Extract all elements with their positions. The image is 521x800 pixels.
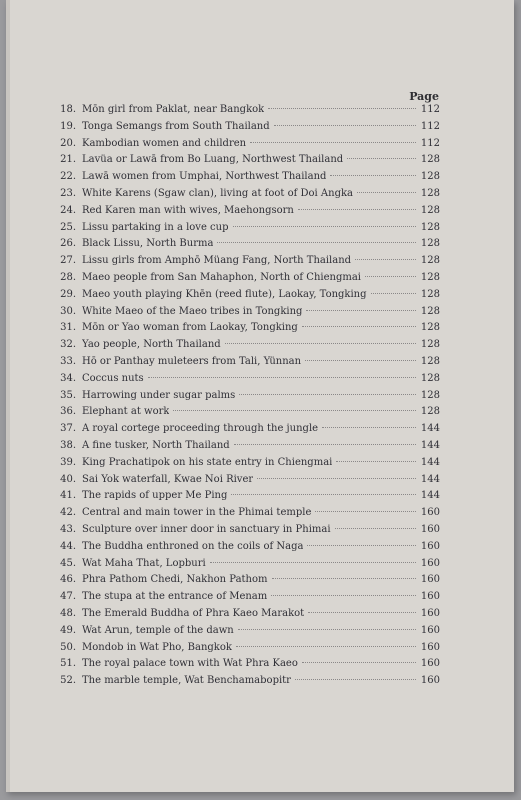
entry-title: Black Lissu, North Burma — [82, 238, 214, 250]
entry-number: 34. — [60, 372, 76, 384]
entry-number: 23. — [60, 187, 76, 199]
entry-number: 36. — [60, 406, 76, 418]
entry-title: Sai Yok waterfall, Kwae Noi River — [82, 473, 254, 485]
entry-number: 40. — [60, 473, 76, 485]
dot-leader — [271, 595, 416, 596]
entry-number: 52. — [60, 675, 76, 687]
entry-page-number: 144 — [420, 456, 440, 468]
dot-leader — [298, 209, 416, 210]
entry-page-number: 128 — [420, 221, 440, 233]
entry-page-number: 128 — [420, 406, 440, 418]
entry-number: 24. — [60, 204, 76, 216]
list-item — [58, 322, 440, 339]
book-page — [6, 0, 514, 792]
entry-number: 45. — [60, 557, 76, 569]
illustrations-list — [58, 104, 440, 692]
entry-page-number: 144 — [420, 490, 440, 502]
entry-page-number: 160 — [420, 641, 440, 653]
entry-number: 49. — [60, 624, 76, 636]
entry-page-number: 128 — [420, 255, 440, 267]
list-item — [58, 272, 440, 289]
dot-leader — [371, 293, 416, 294]
dot-leader — [233, 226, 417, 227]
entry-page-number: 160 — [420, 624, 440, 636]
entry-title: Harrowing under sugar palms — [82, 389, 236, 401]
entry-title: Hō or Panthay muleteers from Tali, Yünnan — [82, 355, 302, 367]
entry-page-number: 128 — [420, 171, 440, 183]
list-item — [58, 138, 440, 155]
entry-number: 33. — [60, 355, 76, 367]
entry-title: Maeo youth playing Khēn (reed flute), Laokay, Tongking — [82, 288, 367, 300]
entry-title: The marble temple, Wat Benchamabopitr — [82, 675, 291, 687]
list-item — [58, 205, 440, 222]
entry-page-number: 160 — [420, 523, 440, 535]
entry-page-number: 128 — [420, 372, 440, 384]
entry-number: 27. — [60, 255, 76, 267]
dot-leader — [355, 259, 416, 260]
list-item — [58, 171, 440, 188]
list-item — [58, 154, 440, 171]
list-item — [58, 642, 440, 659]
entry-page-number: 160 — [420, 540, 440, 552]
entry-page-number: 128 — [420, 389, 440, 401]
dot-leader — [347, 158, 416, 159]
list-item — [58, 356, 440, 373]
entry-number: 44. — [60, 540, 76, 552]
list-item — [58, 558, 440, 575]
list-item — [58, 474, 440, 491]
entry-number: 38. — [60, 439, 76, 451]
list-item — [58, 490, 440, 507]
entry-page-number: 128 — [420, 322, 440, 334]
entry-page-number: 160 — [420, 658, 440, 670]
entry-title: The stupa at the entrance of Menam — [82, 591, 268, 603]
entry-page-number: 128 — [420, 154, 440, 166]
entry-number: 42. — [60, 507, 76, 519]
entry-number: 30. — [60, 305, 76, 317]
entry-number: 28. — [60, 271, 76, 283]
entry-title: The royal palace town with Wat Phra Kaeo — [82, 658, 298, 670]
entry-title: White Maeo of the Maeo tribes in Tongking — [82, 305, 303, 317]
entry-page-number: 128 — [420, 204, 440, 216]
dot-leader — [250, 142, 416, 143]
page-binding-edge — [6, 0, 10, 792]
entry-page-number: 144 — [420, 439, 440, 451]
list-item — [58, 339, 440, 356]
dot-leader — [231, 494, 416, 495]
entry-title: Mōn or Yao woman from Laokay, Tongking — [82, 322, 298, 334]
dot-leader — [217, 242, 416, 243]
dot-leader — [335, 528, 416, 529]
dot-leader — [336, 461, 416, 462]
list-item — [58, 591, 440, 608]
list-item — [58, 574, 440, 591]
dot-leader — [302, 326, 416, 327]
entry-number: 26. — [60, 238, 76, 250]
dot-leader — [257, 478, 416, 479]
entry-page-number: 160 — [420, 557, 440, 569]
entry-title: Elephant at work — [82, 406, 170, 418]
page-column-header: Page — [409, 90, 439, 103]
entry-number: 18. — [60, 104, 76, 115]
entry-title: Mondob in Wat Pho, Bangkok — [82, 641, 232, 653]
dot-leader — [238, 629, 416, 630]
dot-leader — [308, 612, 416, 613]
entry-title: The Buddha enthroned on the coils of Naga — [82, 540, 304, 552]
list-item — [58, 675, 440, 692]
entry-page-number: 128 — [420, 288, 440, 300]
dot-leader — [306, 310, 416, 311]
entry-number: 21. — [60, 154, 76, 166]
entry-title: A royal cortege proceeding through the jungle — [82, 423, 319, 435]
entry-number: 48. — [60, 607, 76, 619]
dot-leader — [225, 343, 416, 344]
entry-page-number: 160 — [420, 675, 440, 687]
entry-title: Sculpture over inner door in sanctuary in Phimai — [82, 523, 331, 535]
dot-leader — [305, 360, 416, 361]
entry-page-number: 160 — [420, 591, 440, 603]
list-item — [58, 457, 440, 474]
entry-title: Maeo people from San Mahaphon, North of Chiengmai — [82, 271, 361, 283]
entry-title: Coccus nuts — [82, 372, 144, 384]
dot-leader — [268, 108, 416, 109]
entry-page-number: 112 — [420, 120, 440, 132]
list-item — [58, 658, 440, 675]
entry-title: The rapids of upper Me Ping — [82, 490, 228, 502]
list-item — [58, 373, 440, 390]
entry-page-number: 160 — [420, 507, 440, 519]
entry-title: Mōn girl from Paklat, near Bangkok — [82, 104, 265, 115]
entry-number: 35. — [60, 389, 76, 401]
list-item — [58, 222, 440, 239]
entry-number: 46. — [60, 574, 76, 586]
list-item — [58, 289, 440, 306]
list-item — [58, 507, 440, 524]
list-item — [58, 541, 440, 558]
entry-number: 22. — [60, 171, 76, 183]
entry-number: 32. — [60, 339, 76, 351]
list-item — [58, 104, 440, 121]
entry-title: Lissu girls from Amphō Müang Fang, North Thailand — [82, 255, 352, 267]
dot-leader — [234, 444, 416, 445]
entry-page-number: 128 — [420, 187, 440, 199]
list-item — [58, 255, 440, 272]
entry-page-number: 128 — [420, 339, 440, 351]
entry-number: 43. — [60, 523, 76, 535]
entry-title: Tonga Semangs from South Thailand — [82, 120, 270, 132]
entry-number: 20. — [60, 137, 76, 149]
list-item — [58, 121, 440, 138]
entry-title: Lawā women from Umphai, Northwest Thailand — [82, 171, 327, 183]
list-item — [58, 306, 440, 323]
entry-title: King Prachatipok on his state entry in Chiengmai — [82, 456, 333, 468]
dot-leader — [173, 410, 416, 411]
entry-page-number: 160 — [420, 607, 440, 619]
entry-title: Kambodian women and children — [82, 137, 247, 149]
entry-title: White Karens (Sgaw clan), living at foot of Doi Angka — [82, 187, 353, 199]
entry-number: 51. — [60, 658, 76, 670]
entry-title: Lissu partaking in a love cup — [82, 221, 229, 233]
dot-leader — [236, 646, 416, 647]
entry-page-number: 128 — [420, 271, 440, 283]
entry-title: The Emerald Buddha of Phra Kaeo Marakot — [82, 607, 305, 619]
list-item — [58, 390, 440, 407]
entry-number: 47. — [60, 591, 76, 603]
dot-leader — [315, 511, 416, 512]
list-item — [58, 423, 440, 440]
dot-leader — [148, 377, 416, 378]
entry-title: Red Karen man with wives, Maehongsorn — [82, 204, 294, 216]
list-item — [58, 625, 440, 642]
list-item — [58, 524, 440, 541]
dot-leader — [330, 175, 416, 176]
entry-title: Yao people, North Thailand — [82, 339, 221, 351]
entry-title: Central and main tower in the Phimai temple — [82, 507, 312, 519]
dot-leader — [239, 394, 416, 395]
list-item — [58, 608, 440, 625]
dot-leader — [357, 192, 416, 193]
entry-number: 39. — [60, 456, 76, 468]
entry-page-number: 112 — [420, 137, 440, 149]
list-item — [58, 406, 440, 423]
dot-leader — [302, 662, 416, 663]
entry-number: 50. — [60, 641, 76, 653]
entry-number: 37. — [60, 423, 76, 435]
dot-leader — [272, 578, 417, 579]
entry-title: A fine tusker, North Thailand — [82, 439, 230, 451]
entry-number: 19. — [60, 120, 76, 132]
entry-page-number: 112 — [420, 104, 440, 115]
list-item — [58, 188, 440, 205]
entry-number: 25. — [60, 221, 76, 233]
dot-leader — [274, 125, 416, 126]
entry-title: Wat Maha That, Lopburi — [82, 557, 206, 569]
entry-page-number: 144 — [420, 473, 440, 485]
entry-title: Phra Pathom Chedi, Nakhon Pathom — [82, 574, 268, 586]
entry-number: 41. — [60, 490, 76, 502]
dot-leader — [295, 679, 416, 680]
entry-page-number: 128 — [420, 355, 440, 367]
entry-number: 29. — [60, 288, 76, 300]
entry-page-number: 160 — [420, 574, 440, 586]
entry-page-number: 128 — [420, 238, 440, 250]
dot-leader — [322, 427, 416, 428]
entry-page-number: 144 — [420, 423, 440, 435]
entry-page-number: 128 — [420, 305, 440, 317]
entry-number: 31. — [60, 322, 76, 334]
entry-title: Lavüa or Lawā from Bo Luang, Northwest Thailand — [82, 154, 344, 166]
dot-leader — [307, 545, 416, 546]
entry-title: Wat Arun, temple of the dawn — [82, 624, 234, 636]
dot-leader — [210, 562, 416, 563]
list-item — [58, 238, 440, 255]
list-item — [58, 440, 440, 457]
dot-leader — [365, 276, 416, 277]
